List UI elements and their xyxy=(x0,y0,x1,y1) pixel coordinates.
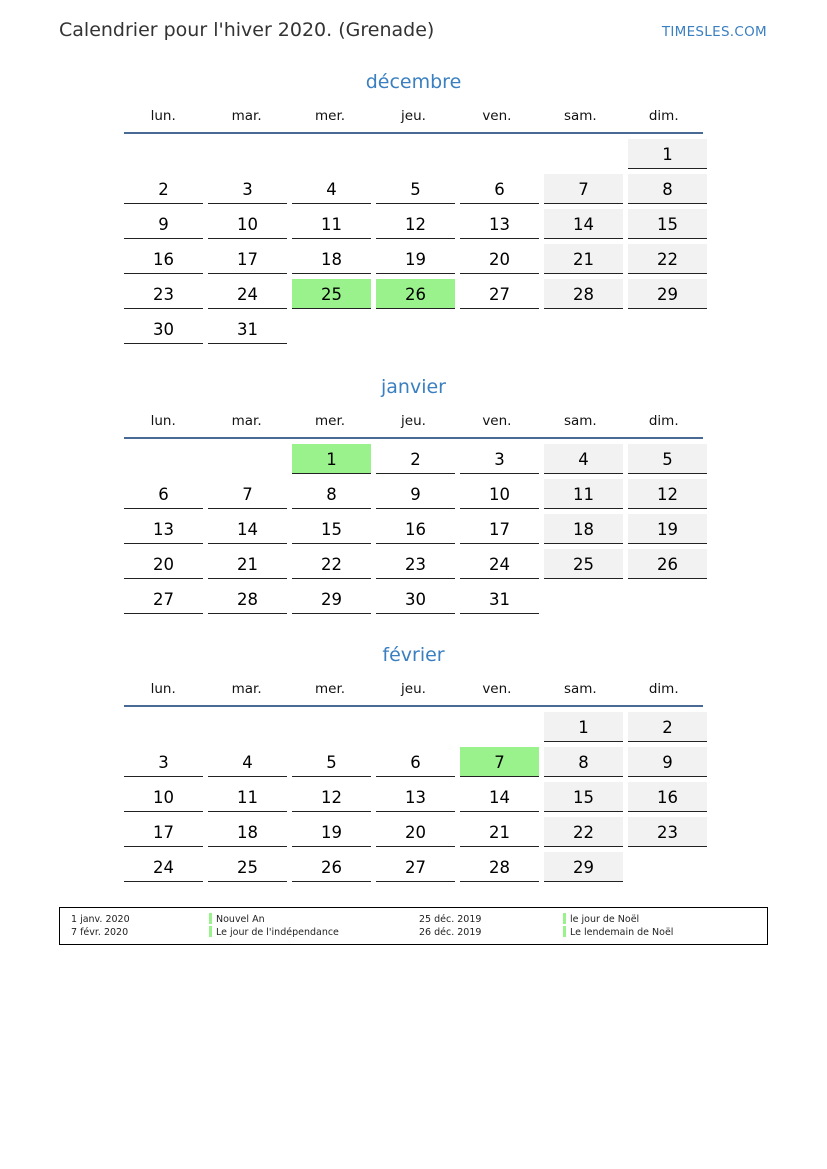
day-cell: 17 xyxy=(460,514,539,544)
empty-cell xyxy=(208,139,287,169)
legend-holiday-name: Le jour de l'indépendance xyxy=(216,927,339,938)
day-cell: 13 xyxy=(124,514,203,544)
weekday-label: sam. xyxy=(563,413,597,429)
weekday-label: sam. xyxy=(563,108,597,124)
day-grid xyxy=(124,712,703,882)
day-cell: 21 xyxy=(208,549,287,579)
weekend-day-cell: 1 xyxy=(628,139,707,169)
weekend-day-cell: 21 xyxy=(544,244,623,274)
day-cell: 6 xyxy=(124,479,203,509)
day-cell: 20 xyxy=(124,549,203,579)
weekend-day-cell: 26 xyxy=(628,549,707,579)
weekday-label: jeu. xyxy=(401,681,426,697)
day-cell: 7 xyxy=(208,479,287,509)
day-cell: 12 xyxy=(292,782,371,812)
weekday-label: dim. xyxy=(648,413,679,429)
day-cell: 23 xyxy=(124,279,203,309)
day-cell: 17 xyxy=(124,817,203,847)
weekend-day-cell: 4 xyxy=(544,444,623,474)
empty-cell xyxy=(376,712,455,742)
holiday-day-cell: 7 xyxy=(460,747,539,777)
day-cell: 15 xyxy=(292,514,371,544)
empty-cell xyxy=(292,139,371,169)
weekday-label: lun. xyxy=(150,681,176,697)
day-cell: 11 xyxy=(292,209,371,239)
day-cell: 4 xyxy=(292,174,371,204)
legend-holiday-name: Nouvel An xyxy=(216,914,265,925)
empty-cell xyxy=(124,712,203,742)
day-grid xyxy=(124,139,703,344)
day-cell: 31 xyxy=(460,584,539,614)
month-name: février xyxy=(382,644,445,666)
day-cell: 27 xyxy=(124,584,203,614)
weekday-label: mer. xyxy=(315,681,346,697)
day-cell: 11 xyxy=(208,782,287,812)
legend-date: 25 déc. 2019 xyxy=(419,914,482,925)
site-link[interactable]: TIMESLES.COM xyxy=(661,24,767,40)
legend-date: 7 févr. 2020 xyxy=(71,927,129,938)
day-cell: 18 xyxy=(292,244,371,274)
weekend-day-cell: 14 xyxy=(544,209,623,239)
weekday-header-row xyxy=(124,679,703,707)
day-cell: 3 xyxy=(460,444,539,474)
day-cell: 16 xyxy=(124,244,203,274)
day-cell: 10 xyxy=(460,479,539,509)
day-cell: 10 xyxy=(208,209,287,239)
empty-cell xyxy=(124,139,203,169)
day-cell: 18 xyxy=(208,817,287,847)
weekday-label: mar. xyxy=(231,108,262,124)
day-cell: 23 xyxy=(376,549,455,579)
weekend-day-cell: 22 xyxy=(544,817,623,847)
day-cell: 30 xyxy=(376,584,455,614)
month-name: janvier xyxy=(381,376,446,398)
month-name: décembre xyxy=(365,71,462,93)
weekday-label: ven. xyxy=(482,108,512,124)
weekday-label: mar. xyxy=(231,681,262,697)
day-cell: 14 xyxy=(208,514,287,544)
empty-cell xyxy=(460,139,539,169)
day-cell: 14 xyxy=(460,782,539,812)
weekday-label: mer. xyxy=(315,108,346,124)
weekend-day-cell: 7 xyxy=(544,174,623,204)
holiday-day-cell: 25 xyxy=(292,279,371,309)
empty-cell xyxy=(544,139,623,169)
day-grid xyxy=(124,444,703,614)
weekday-header-row xyxy=(124,411,703,439)
day-cell: 19 xyxy=(376,244,455,274)
day-cell: 5 xyxy=(376,174,455,204)
day-cell: 6 xyxy=(376,747,455,777)
day-cell: 17 xyxy=(208,244,287,274)
empty-cell xyxy=(124,444,203,474)
weekend-day-cell: 23 xyxy=(628,817,707,847)
legend-holiday-name: le jour de Noël xyxy=(570,914,640,925)
weekday-label: mar. xyxy=(231,413,262,429)
day-cell: 25 xyxy=(208,852,287,882)
day-cell: 24 xyxy=(208,279,287,309)
day-cell: 24 xyxy=(124,852,203,882)
empty-cell xyxy=(376,139,455,169)
day-cell: 26 xyxy=(292,852,371,882)
day-cell: 27 xyxy=(376,852,455,882)
day-cell: 16 xyxy=(376,514,455,544)
day-cell: 24 xyxy=(460,549,539,579)
day-cell: 29 xyxy=(292,584,371,614)
day-cell: 8 xyxy=(292,479,371,509)
weekend-day-cell: 8 xyxy=(544,747,623,777)
page-title: Calendrier pour l'hiver 2020. (Grenade) xyxy=(59,19,435,41)
weekend-day-cell: 16 xyxy=(628,782,707,812)
day-cell: 10 xyxy=(124,782,203,812)
weekday-label: sam. xyxy=(563,681,597,697)
day-cell: 12 xyxy=(376,209,455,239)
holiday-color-swatch xyxy=(209,913,212,924)
weekday-header-row xyxy=(124,106,703,134)
weekday-label: jeu. xyxy=(401,413,426,429)
holiday-legend xyxy=(59,907,768,945)
day-cell: 20 xyxy=(460,244,539,274)
legend-dates-left xyxy=(71,913,130,939)
day-cell: 2 xyxy=(124,174,203,204)
day-cell: 22 xyxy=(292,549,371,579)
weekday-label: dim. xyxy=(648,108,679,124)
weekend-day-cell: 18 xyxy=(544,514,623,544)
holiday-color-swatch xyxy=(563,913,566,924)
weekend-day-cell: 25 xyxy=(544,549,623,579)
day-cell: 4 xyxy=(208,747,287,777)
weekend-day-cell: 15 xyxy=(544,782,623,812)
weekday-label: jeu. xyxy=(401,108,426,124)
weekend-day-cell: 8 xyxy=(628,174,707,204)
day-cell: 31 xyxy=(208,314,287,344)
weekend-day-cell: 22 xyxy=(628,244,707,274)
weekday-label: dim. xyxy=(648,681,679,697)
weekend-day-cell: 28 xyxy=(544,279,623,309)
holiday-color-swatch xyxy=(563,926,566,937)
day-cell: 28 xyxy=(208,584,287,614)
day-cell: 13 xyxy=(460,209,539,239)
day-cell: 21 xyxy=(460,817,539,847)
month-january xyxy=(124,373,703,614)
legend-date: 26 déc. 2019 xyxy=(419,927,482,938)
weekend-day-cell: 5 xyxy=(628,444,707,474)
day-cell: 13 xyxy=(376,782,455,812)
day-cell: 5 xyxy=(292,747,371,777)
month-february xyxy=(124,641,703,882)
weekend-day-cell: 11 xyxy=(544,479,623,509)
day-cell: 20 xyxy=(376,817,455,847)
day-cell: 6 xyxy=(460,174,539,204)
holiday-day-cell: 1 xyxy=(292,444,371,474)
weekend-day-cell: 12 xyxy=(628,479,707,509)
empty-cell xyxy=(460,712,539,742)
day-cell: 27 xyxy=(460,279,539,309)
holiday-color-swatch xyxy=(209,926,212,937)
legend-names-right xyxy=(563,913,673,939)
weekday-label: lun. xyxy=(150,413,176,429)
empty-cell xyxy=(292,712,371,742)
weekend-day-cell: 1 xyxy=(544,712,623,742)
day-cell: 3 xyxy=(124,747,203,777)
empty-cell xyxy=(208,712,287,742)
legend-names-left xyxy=(209,913,339,939)
weekend-day-cell: 15 xyxy=(628,209,707,239)
day-cell: 28 xyxy=(460,852,539,882)
empty-cell xyxy=(208,444,287,474)
legend-holiday-name: Le lendemain de Noël xyxy=(570,927,674,938)
weekday-label: ven. xyxy=(482,413,512,429)
day-cell: 30 xyxy=(124,314,203,344)
day-cell: 9 xyxy=(124,209,203,239)
weekend-day-cell: 19 xyxy=(628,514,707,544)
holiday-day-cell: 26 xyxy=(376,279,455,309)
legend-dates-right xyxy=(419,913,481,939)
weekend-day-cell: 9 xyxy=(628,747,707,777)
month-december xyxy=(124,68,703,344)
day-cell: 19 xyxy=(292,817,371,847)
weekend-day-cell: 29 xyxy=(628,279,707,309)
day-cell: 2 xyxy=(376,444,455,474)
weekday-label: mer. xyxy=(315,413,346,429)
weekday-label: lun. xyxy=(150,108,176,124)
weekend-day-cell: 2 xyxy=(628,712,707,742)
weekend-day-cell: 29 xyxy=(544,852,623,882)
legend-date: 1 janv. 2020 xyxy=(71,914,130,925)
weekday-label: ven. xyxy=(482,681,512,697)
day-cell: 9 xyxy=(376,479,455,509)
day-cell: 3 xyxy=(208,174,287,204)
